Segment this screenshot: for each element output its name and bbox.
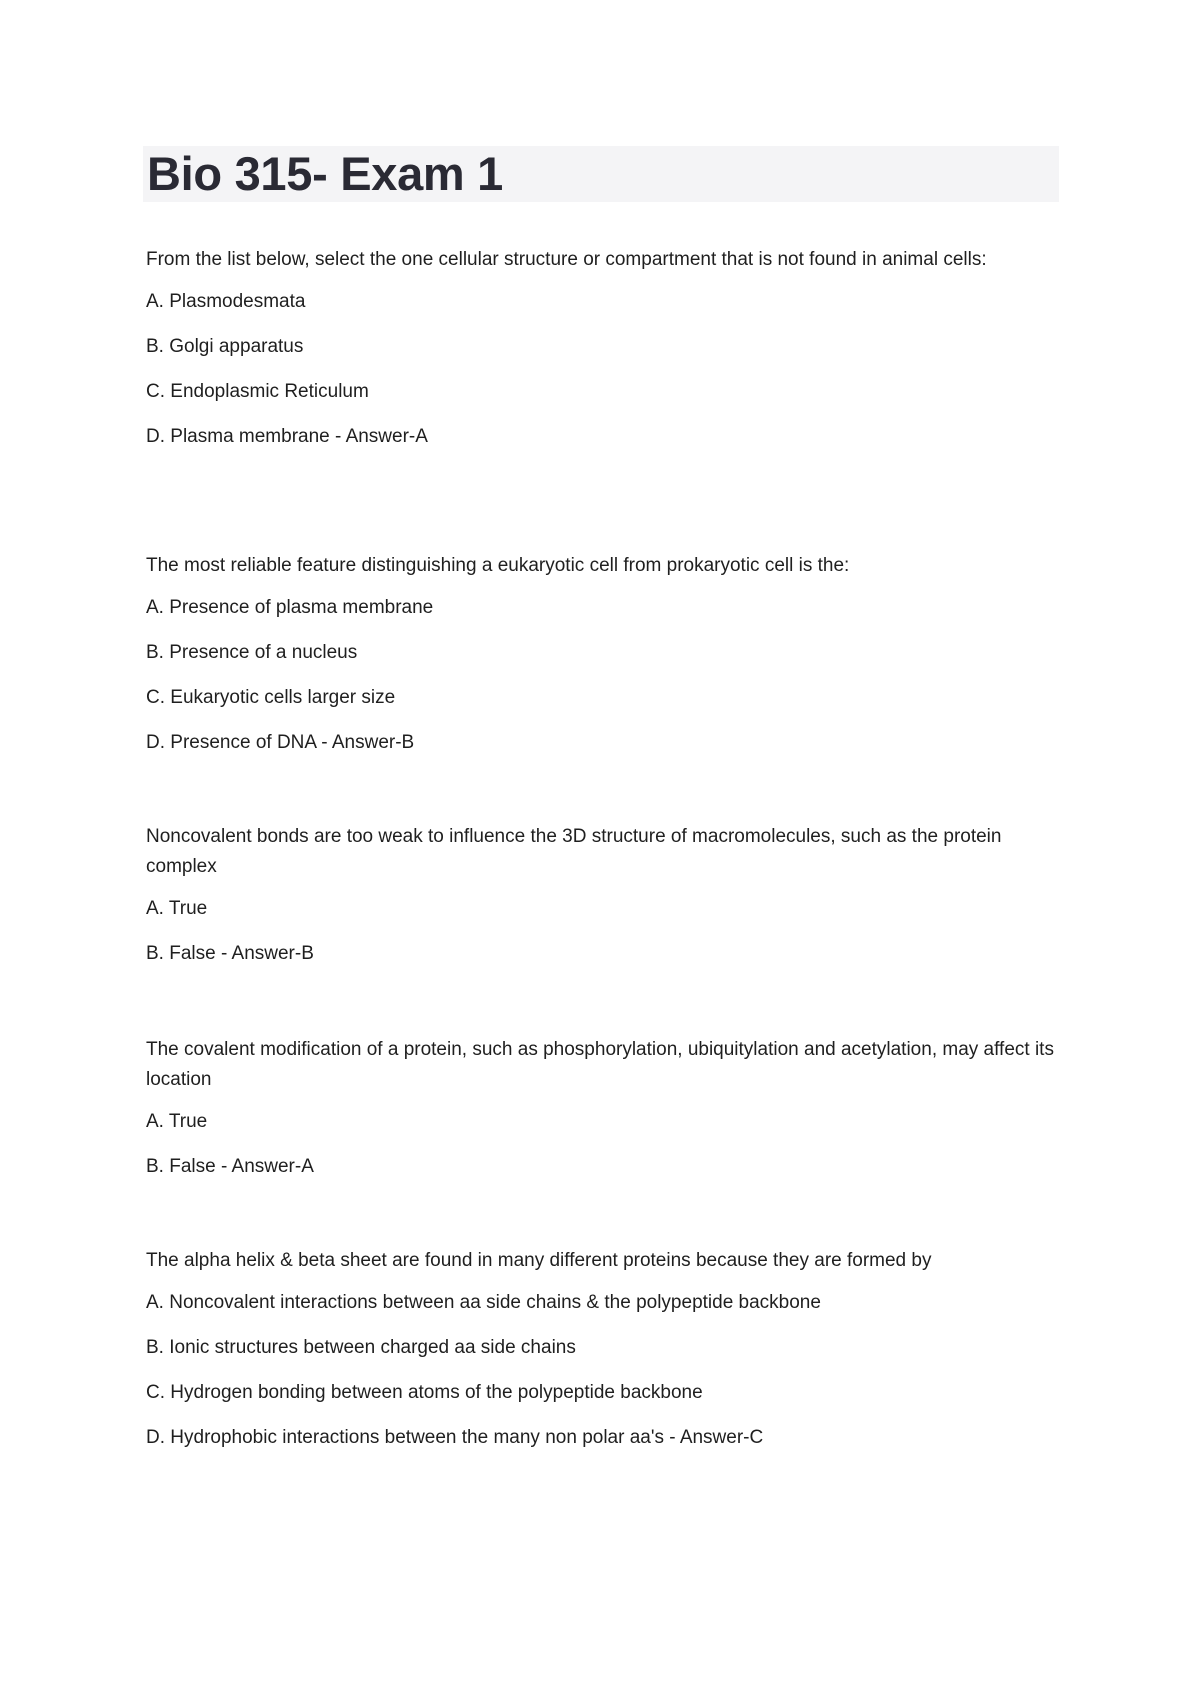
question-stem: Noncovalent bonds are too weak to influence the 3D structure of macromolecules, such as the protein complex: [146, 826, 1002, 877]
title-bar: [143, 146, 1059, 202]
answer-option: B. Golgi apparatus: [146, 336, 304, 357]
answer-option: A. True: [146, 1111, 208, 1132]
answer-option: B. Presence of a nucleus: [146, 642, 358, 663]
question-stem: The alpha helix & beta sheet are found in many different proteins because they are formed by: [146, 1250, 932, 1271]
answer-option: C. Hydrogen bonding between atoms of the polypeptide backbone: [146, 1382, 703, 1403]
question-stem: From the list below, select the one cellular structure or compartment that is not found in animal cells:: [146, 249, 987, 270]
answer-option: A. True: [146, 898, 208, 919]
question-5: [146, 1246, 1056, 1468]
answer-option: B. False - Answer-B: [146, 943, 314, 964]
answer-option: C. Eukaryotic cells larger size: [146, 687, 396, 708]
answer-option: D. Presence of DNA - Answer-B: [146, 732, 415, 753]
answer-option: A. Presence of plasma membrane: [146, 597, 434, 618]
question-4: [146, 1035, 1056, 1197]
answer-option: A. Noncovalent interactions between aa side chains & the polypeptide backbone: [146, 1292, 821, 1313]
answer-option: D. Hydrophobic interactions between the many non polar aa's - Answer-C: [146, 1427, 764, 1448]
question-1: [146, 245, 1056, 467]
question-stem: The most reliable feature distinguishing a eukaryotic cell from prokaryotic cell is the:: [146, 555, 850, 576]
question-stem: The covalent modification of a protein, such as phosphorylation, ubiquitylation and acetylation, may affect its location: [146, 1039, 1054, 1090]
question-2: [146, 551, 1056, 773]
answer-option: D. Plasma membrane - Answer-A: [146, 426, 428, 447]
answer-option: A. Plasmodesmata: [146, 291, 306, 312]
answer-option: B. Ionic structures between charged aa side chains: [146, 1337, 576, 1358]
question-3: [146, 822, 1056, 984]
answer-option: C. Endoplasmic Reticulum: [146, 381, 369, 402]
answer-option: B. False - Answer-A: [146, 1156, 314, 1177]
page-title: Bio 315- Exam 1: [147, 147, 504, 200]
